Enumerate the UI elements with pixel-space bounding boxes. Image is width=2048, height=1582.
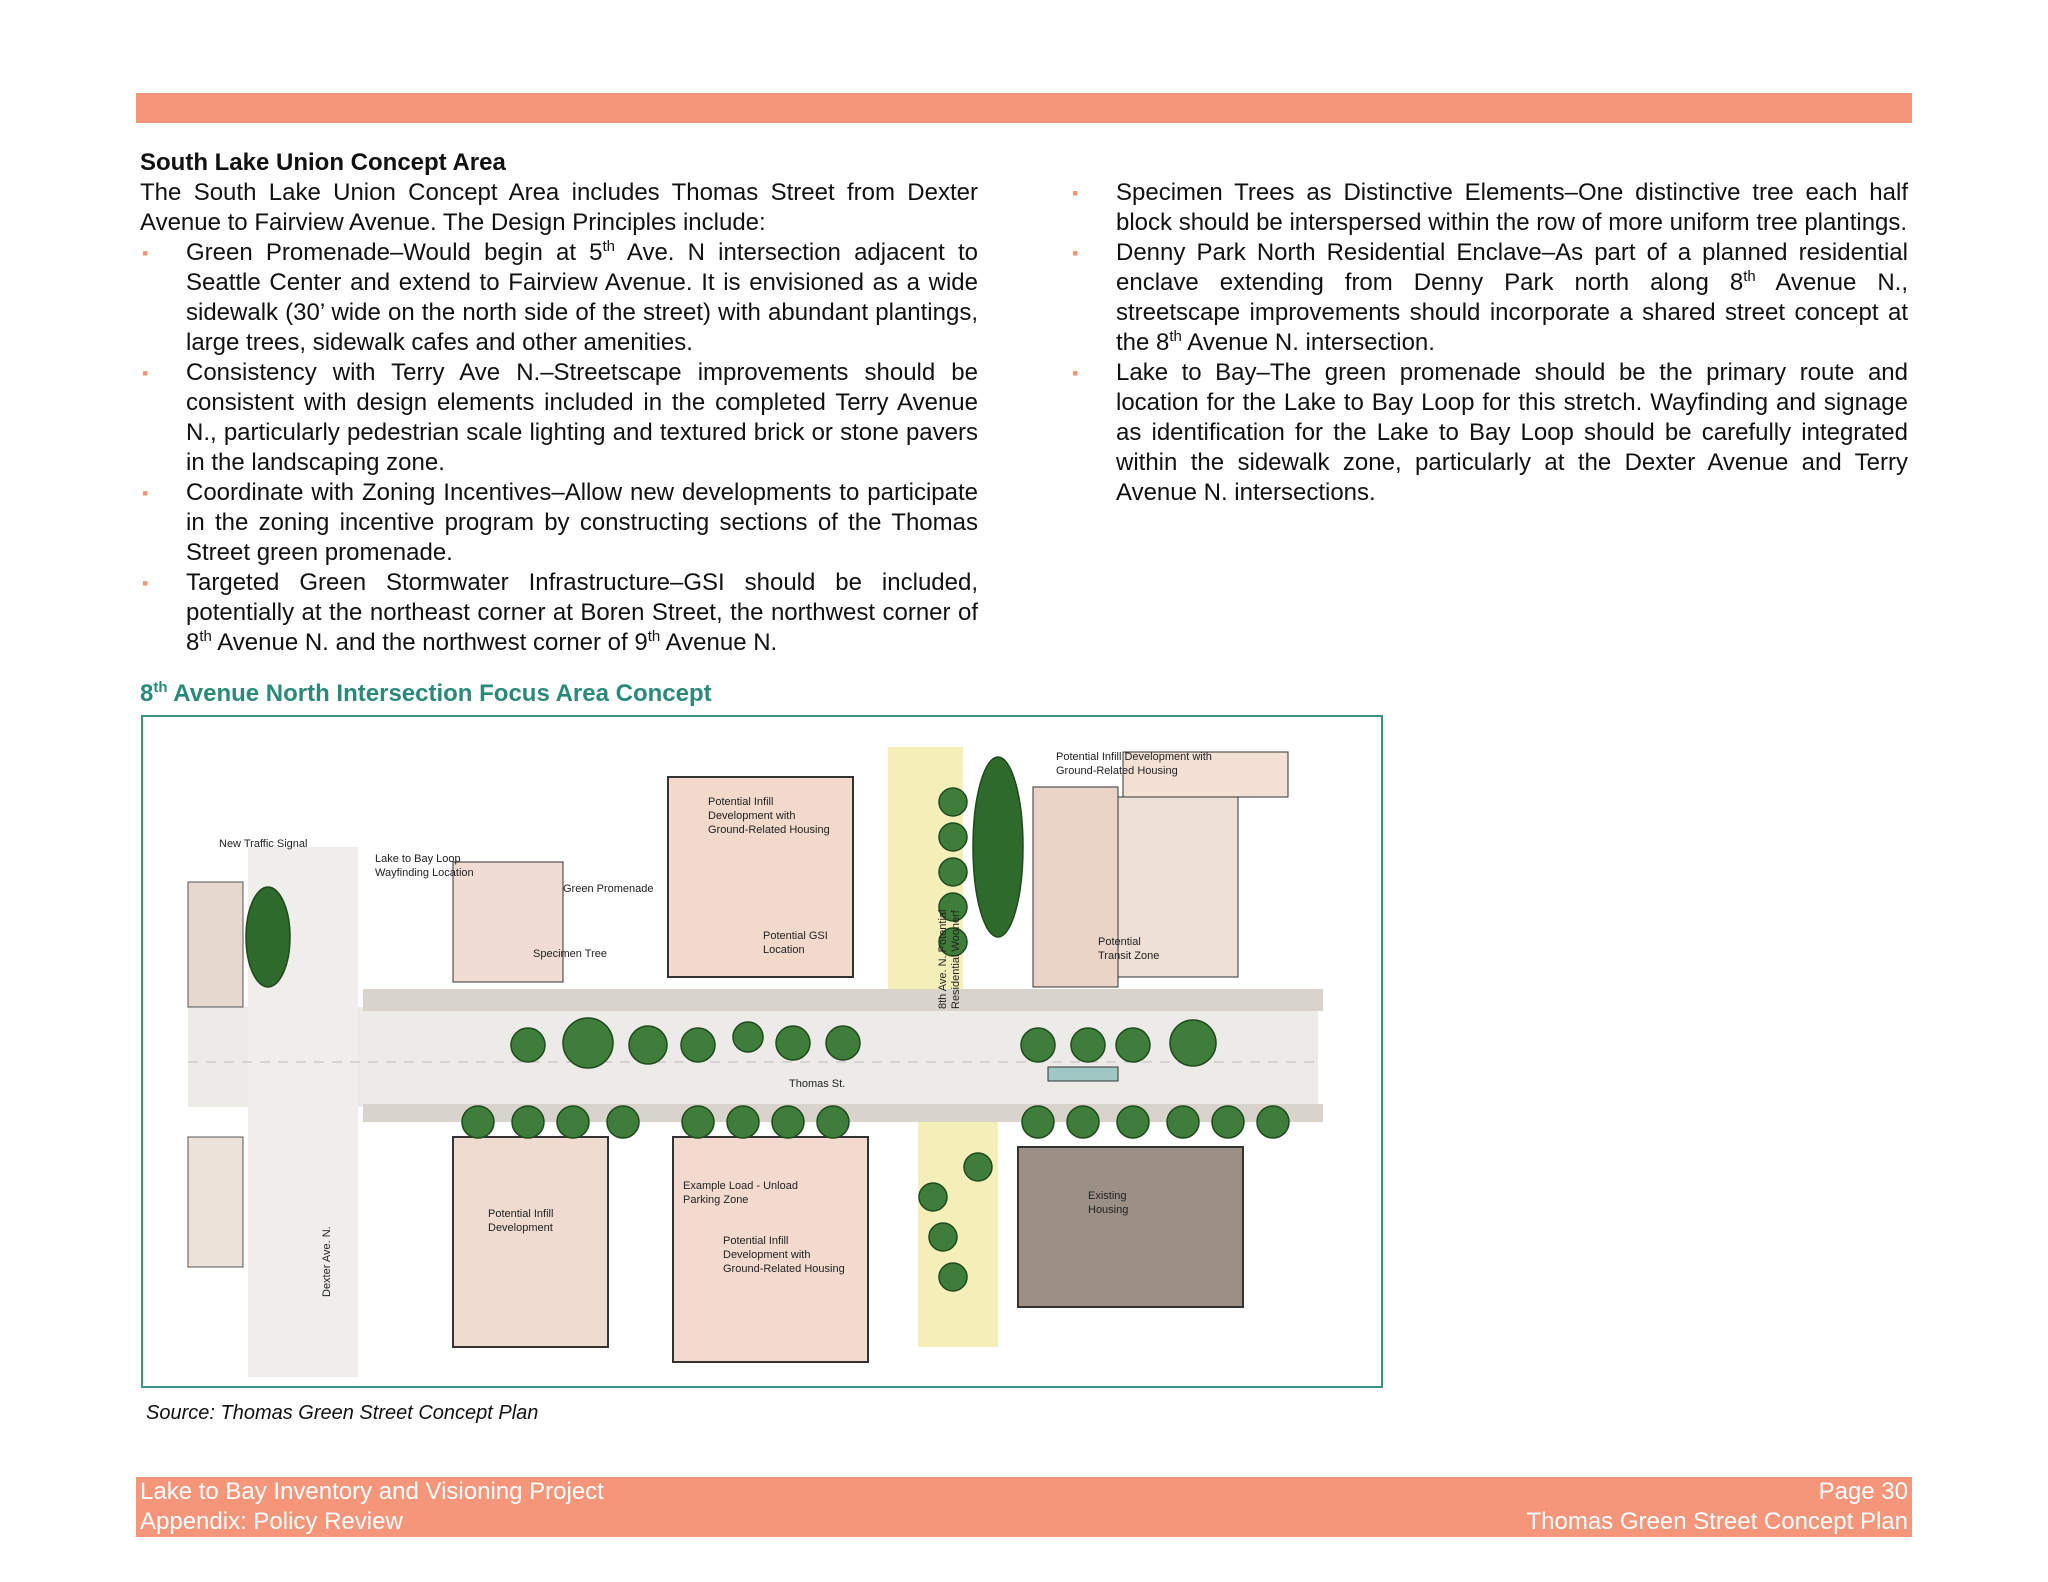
figure-title: 8th Avenue North Intersection Focus Area Concept <box>140 679 712 707</box>
label-infill-south: Potential Infill <box>723 1235 789 1247</box>
label-infill-sw: Potential Infill <box>488 1208 554 1220</box>
bullet-icon: ▪ <box>142 483 149 503</box>
label-infill-north-3: Ground-Related Housing <box>708 824 830 836</box>
footer-band <box>136 1477 1912 1537</box>
footer-project: Lake to Bay Inventory and Visioning Project <box>140 1478 604 1505</box>
footer-page-number: Page 30 <box>1818 1478 1908 1505</box>
label-load-zone-2: Parking Zone <box>683 1194 749 1206</box>
woonerf-south <box>918 1107 998 1347</box>
label-infill-sw-2: Development <box>488 1222 553 1234</box>
left-column <box>140 148 978 658</box>
list-item: ▪ Green Promenade–Would begin at 5th Ave. N intersection adjacent to Seattle Center and extend to Fairview Avenue. It is envisioned as a wide sidewalk (30’ wide on the north side of the street) with abundant plantings, large trees, sidewalk cafes and other amenities. <box>142 238 978 356</box>
intro-paragraph: The South Lake Union Concept Area includes Thomas Street from Dexter Avenue to Fairview Avenue. The Design Principles include: <box>140 179 978 236</box>
list-item: ▪ Consistency with Terry Ave N.–Streetscape improvements should be consistent with design elements included in the completed Terry Avenue N., particularly pedestrian scale lighting and textured brick or stone pavers in the landscaping zone. <box>142 359 978 476</box>
figure-source: Source: Thomas Green Street Concept Plan <box>146 1402 539 1424</box>
label-specimen-tree: Specimen Tree <box>533 948 607 960</box>
building-nw <box>453 862 563 982</box>
bullet-icon: ▪ <box>1072 183 1079 203</box>
bullet-icon: ▪ <box>142 363 149 383</box>
bullet-icon: ▪ <box>142 243 149 263</box>
site-plan-figure <box>141 715 1383 1388</box>
building-existing-housing <box>1018 1147 1243 1307</box>
building-sw <box>188 1137 243 1267</box>
footer-left <box>140 1477 604 1537</box>
label-gsi: Potential GSI <box>763 930 828 942</box>
transit-shelter <box>1048 1067 1118 1081</box>
label-transit: Potential <box>1098 936 1141 948</box>
label-infill-south-2: Development with <box>723 1249 811 1261</box>
label-infill-ne-2: Ground-Related Housing <box>1056 765 1178 777</box>
header-band <box>136 93 1912 123</box>
section-title: South Lake Union Concept Area <box>140 149 506 176</box>
right-column <box>1070 178 1908 508</box>
list-item: ▪ Denny Park North Residential Enclave–As part of a planned residential enclave extending from Denny Park north along 8th Avenue N., streetscape improvements should incorporate a shared street concept at the 8th Avenue N. intersection. <box>1072 239 1908 356</box>
label-green-promenade: Green Promenade <box>563 883 654 895</box>
footer-document-title: Thomas Green Street Concept Plan <box>1526 1508 1908 1535</box>
design-principles-list <box>140 238 978 658</box>
bullet-icon: ▪ <box>1072 363 1079 383</box>
building-sw-infill <box>453 1137 608 1347</box>
label-transit-2: Transit Zone <box>1098 950 1160 962</box>
label-thomas-street: Thomas St. <box>789 1078 846 1090</box>
footer-appendix: Appendix: Policy Review <box>140 1508 403 1535</box>
label-infill-south-3: Ground-Related Housing <box>723 1263 845 1275</box>
label-lake-to-bay: Lake to Bay Loop <box>375 853 461 865</box>
label-existing-housing-2: Housing <box>1088 1204 1129 1216</box>
list-item: ▪ Lake to Bay–The green promenade should be the primary route and location for the Lake to Bay Loop for this stretch. Wayfinding and signage as identification for the Lake to Bay Loop should be carefully integrated within the sidewalk zone, particularly at the Dexter Avenue and Terry Avenue N. intersections. <box>1072 359 1908 506</box>
bullet-icon: ▪ <box>142 573 149 593</box>
label-infill-ne: Potential Infill Development with <box>1056 751 1212 763</box>
label-load-zone: Example Load - Unload <box>683 1180 798 1192</box>
list-item: ▪ Specimen Trees as Distinctive Elements–One distinctive tree each half block should be interspersed within the row of more uniform tree plantings. <box>1072 179 1908 236</box>
label-woonerf: 8th Ave. N. Potential <box>937 909 949 1009</box>
label-woonerf-2: Residential Woonerf <box>950 910 962 1009</box>
label-wayfinding: Wayfinding Location <box>375 867 474 879</box>
design-principles-list-continued <box>1070 178 1908 508</box>
label-infill-north-2: Development with <box>708 810 796 822</box>
footer-right <box>1526 1477 1908 1537</box>
label-infill-north: Potential Infill <box>708 796 774 808</box>
site-plan-drawing <box>143 717 1381 1386</box>
label-gsi-2: Location <box>763 944 805 956</box>
label-new-traffic-signal: New Traffic Signal <box>219 838 308 850</box>
label-existing-housing: Existing <box>1088 1190 1127 1202</box>
list-item: ▪ Coordinate with Zoning Incentives–Allow new developments to participate in the zoning incentive program by constructing sections of the Thomas Street green promenade. <box>142 479 978 566</box>
bullet-icon: ▪ <box>1072 243 1079 263</box>
label-dexter-ave: Dexter Ave. N. <box>321 1226 333 1297</box>
building-west <box>188 882 243 1007</box>
list-item: ▪ Targeted Green Stormwater Infrastructure–GSI should be included, potentially at the northeast corner at Boren Street, the northwest corner of 8th Avenue N. and the northwest corner of 9th Avenue N. <box>142 569 978 656</box>
